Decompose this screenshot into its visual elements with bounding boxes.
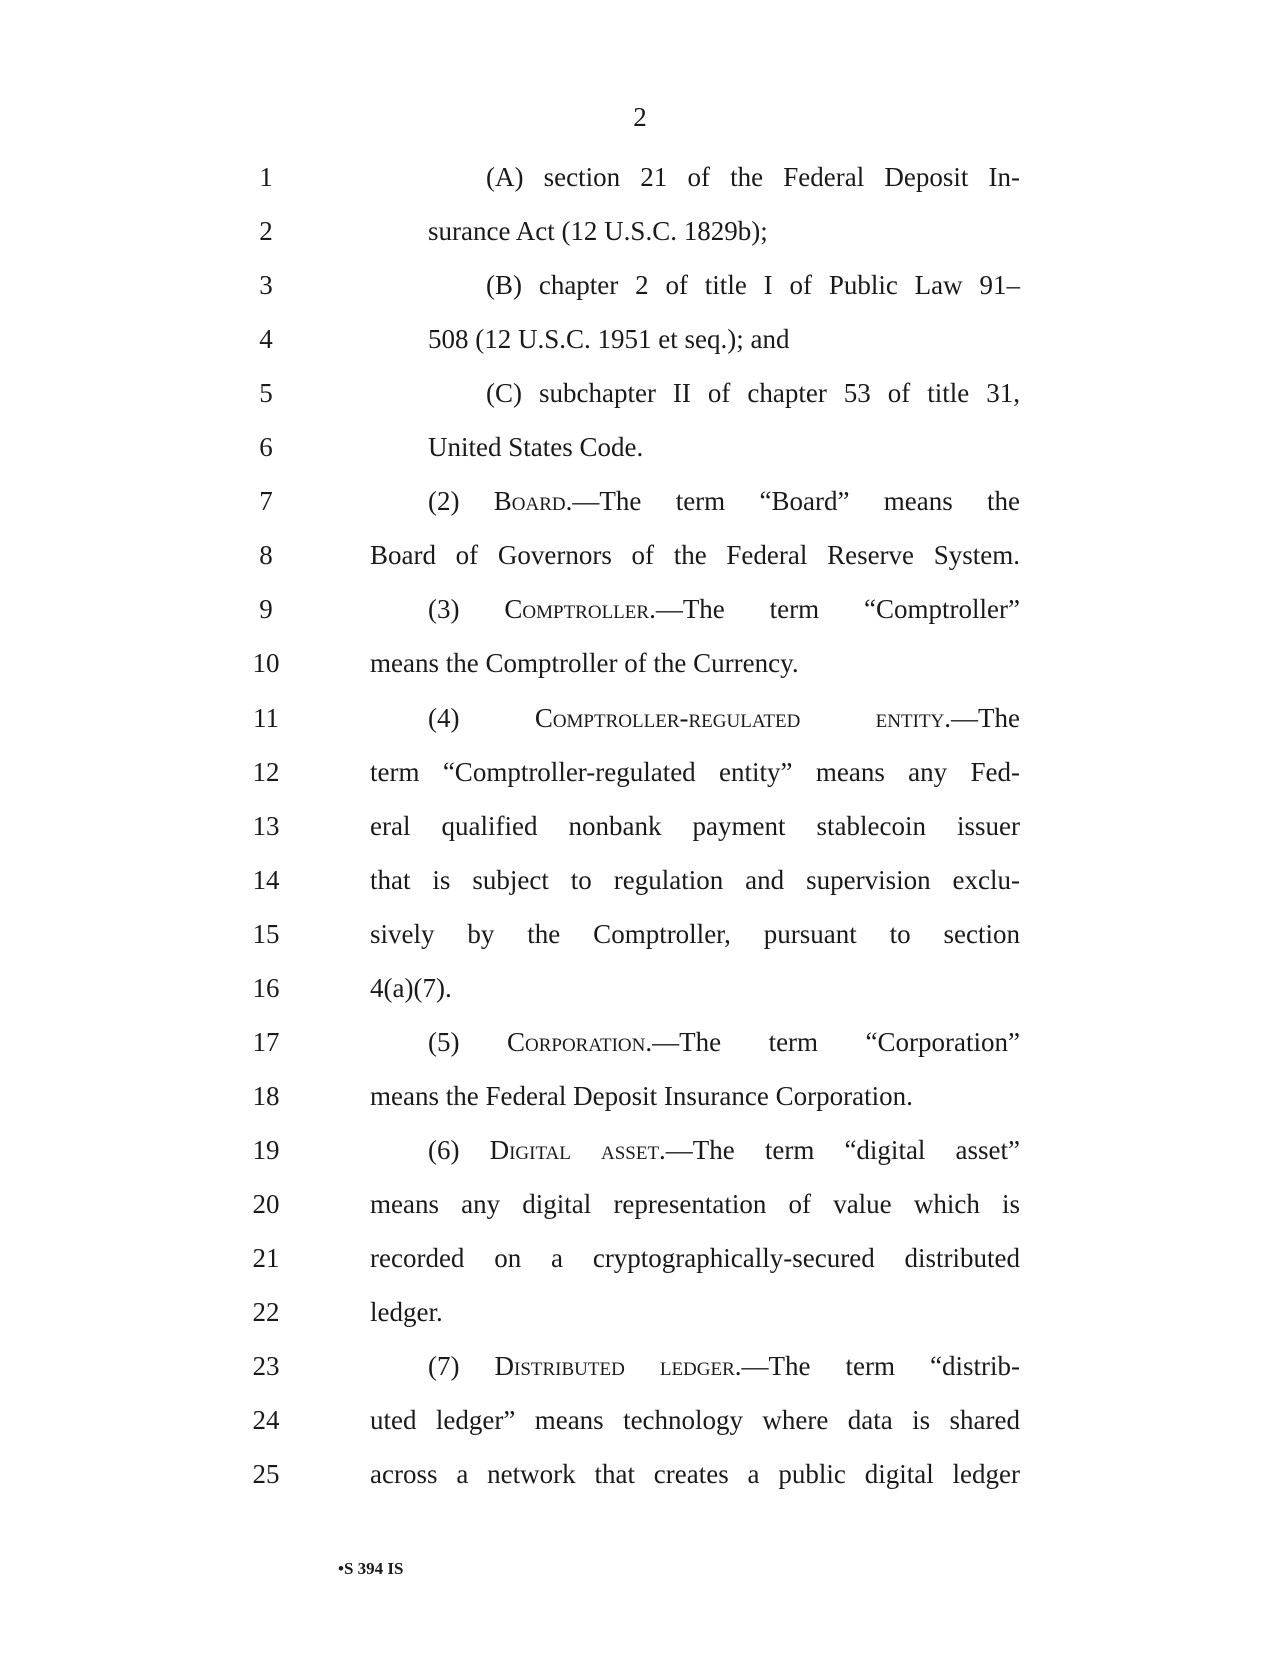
bill-line <box>0 150 1280 204</box>
paragraph-number: (5) <box>428 1026 507 1057</box>
line-text: eral qualified nonbank payment stablecoin issuer <box>370 810 1020 841</box>
bill-line <box>0 745 1280 799</box>
definition-text: .—The term “Comptroller” <box>649 594 1020 625</box>
bill-line <box>0 961 1280 1015</box>
defined-term-heading: Comptroller-regulated entity <box>534 702 945 733</box>
paragraph-number: (7) <box>428 1351 495 1382</box>
definition-text: .—The term “Corporation” <box>645 1026 1020 1057</box>
line-number: 18 <box>252 1080 280 1111</box>
bill-line <box>0 1339 1280 1393</box>
bill-line <box>0 1393 1280 1447</box>
line-number: 4 <box>259 324 273 355</box>
defined-term-heading: Comptroller <box>504 594 650 625</box>
line-text <box>428 1025 1020 1059</box>
bill-line <box>0 1177 1280 1231</box>
line-text: means the Federal Deposit Insurance Corporation. <box>370 1080 913 1111</box>
line-text: 508 (12 U.S.C. 1951 et seq.); and <box>428 324 790 355</box>
definition-text: .—The term “distrib- <box>734 1351 1020 1382</box>
bill-line <box>0 258 1280 312</box>
line-number: 21 <box>252 1243 280 1273</box>
paragraph-number: (3) <box>428 594 505 625</box>
bill-line <box>0 691 1280 745</box>
line-text: across a network that creates a public digital ledger <box>370 1459 1020 1490</box>
line-number: 16 <box>252 972 280 1003</box>
line-text: that is subject to regulation and supervision exclu- <box>370 864 1020 895</box>
defined-term-heading: Board <box>493 486 566 517</box>
defined-term-heading: Distributed ledger <box>494 1351 735 1382</box>
bill-line <box>0 1069 1280 1123</box>
line-text: ledger. <box>370 1297 443 1328</box>
line-number: 20 <box>252 1188 280 1219</box>
line-text: surance Act (12 U.S.C. 1829b); <box>428 216 768 247</box>
line-text: term “Comptroller-regulated entity” means any Fed- <box>370 756 1020 787</box>
bill-line <box>0 1015 1280 1069</box>
line-number: 2 <box>259 216 273 247</box>
line-text: uted ledger” means technology where data is shared <box>370 1405 1020 1436</box>
bill-line <box>0 1447 1280 1501</box>
paragraph-number: (6) <box>428 1134 490 1165</box>
line-text: 4(a)(7). <box>370 972 452 1003</box>
line-number: 6 <box>259 432 273 463</box>
paragraph-number: (2) <box>428 486 494 517</box>
line-number: 11 <box>253 702 279 733</box>
line-number: 15 <box>252 918 280 949</box>
line-number: 1 <box>259 162 273 192</box>
definition-text: .—The term “Board” means the <box>565 486 1020 517</box>
line-text: (C) subchapter II of chapter 53 of title 31, <box>486 378 1020 409</box>
bill-line <box>0 1231 1280 1285</box>
line-number: 3 <box>259 270 273 301</box>
line-number: 17 <box>252 1026 280 1057</box>
line-number: 19 <box>252 1134 280 1165</box>
defined-term-heading: Digital asset <box>489 1134 660 1165</box>
line-text: means any digital representation of value which is <box>370 1188 1020 1219</box>
line-text: means the Comptroller of the Currency. <box>370 648 799 679</box>
line-text: United States Code. <box>428 432 644 463</box>
line-number: 22 <box>252 1297 280 1328</box>
bill-line <box>0 312 1280 366</box>
line-number: 9 <box>259 594 273 625</box>
line-text <box>428 592 1020 626</box>
line-text: (B) chapter 2 of title I of Public Law 91– <box>486 270 1020 301</box>
bill-line <box>0 204 1280 258</box>
line-text <box>428 484 1020 518</box>
line-text <box>428 1133 1020 1167</box>
line-number: 10 <box>252 648 280 679</box>
bill-line <box>0 636 1280 690</box>
line-text: Board of Governors of the Federal Reserve System. <box>370 540 1020 571</box>
line-text: sively by the Comptroller, pursuant to section <box>370 918 1020 949</box>
paragraph-number: (4) <box>428 702 535 733</box>
bill-line <box>0 853 1280 907</box>
bill-line <box>0 474 1280 528</box>
line-number: 25 <box>252 1459 280 1490</box>
bill-line <box>0 528 1280 582</box>
bill-line <box>0 420 1280 474</box>
bill-line <box>0 1123 1280 1177</box>
bill-line <box>0 582 1280 636</box>
line-number: 7 <box>259 486 273 517</box>
line-number: 12 <box>252 756 280 787</box>
bill-line <box>0 799 1280 853</box>
line-text: (A) section 21 of the Federal Deposit In- <box>486 162 1020 192</box>
line-text <box>428 701 1020 735</box>
bill-line <box>0 1285 1280 1339</box>
line-number: 8 <box>259 540 273 571</box>
bill-line <box>0 366 1280 420</box>
line-number: 24 <box>252 1405 280 1436</box>
bill-footer: •S 394 IS <box>338 1559 404 1578</box>
line-text: recorded on a cryptographically-secured distributed <box>370 1243 1020 1273</box>
definition-text: .—The <box>944 702 1021 733</box>
definition-text: .—The term “digital asset” <box>659 1134 1020 1165</box>
line-number: 23 <box>252 1351 280 1382</box>
line-text <box>428 1349 1020 1383</box>
bill-line <box>0 907 1280 961</box>
line-number: 14 <box>252 864 280 895</box>
page-number: 2 <box>633 102 647 132</box>
line-number: 5 <box>259 378 273 409</box>
defined-term-heading: Corporation <box>506 1026 646 1057</box>
line-number: 13 <box>252 810 280 841</box>
